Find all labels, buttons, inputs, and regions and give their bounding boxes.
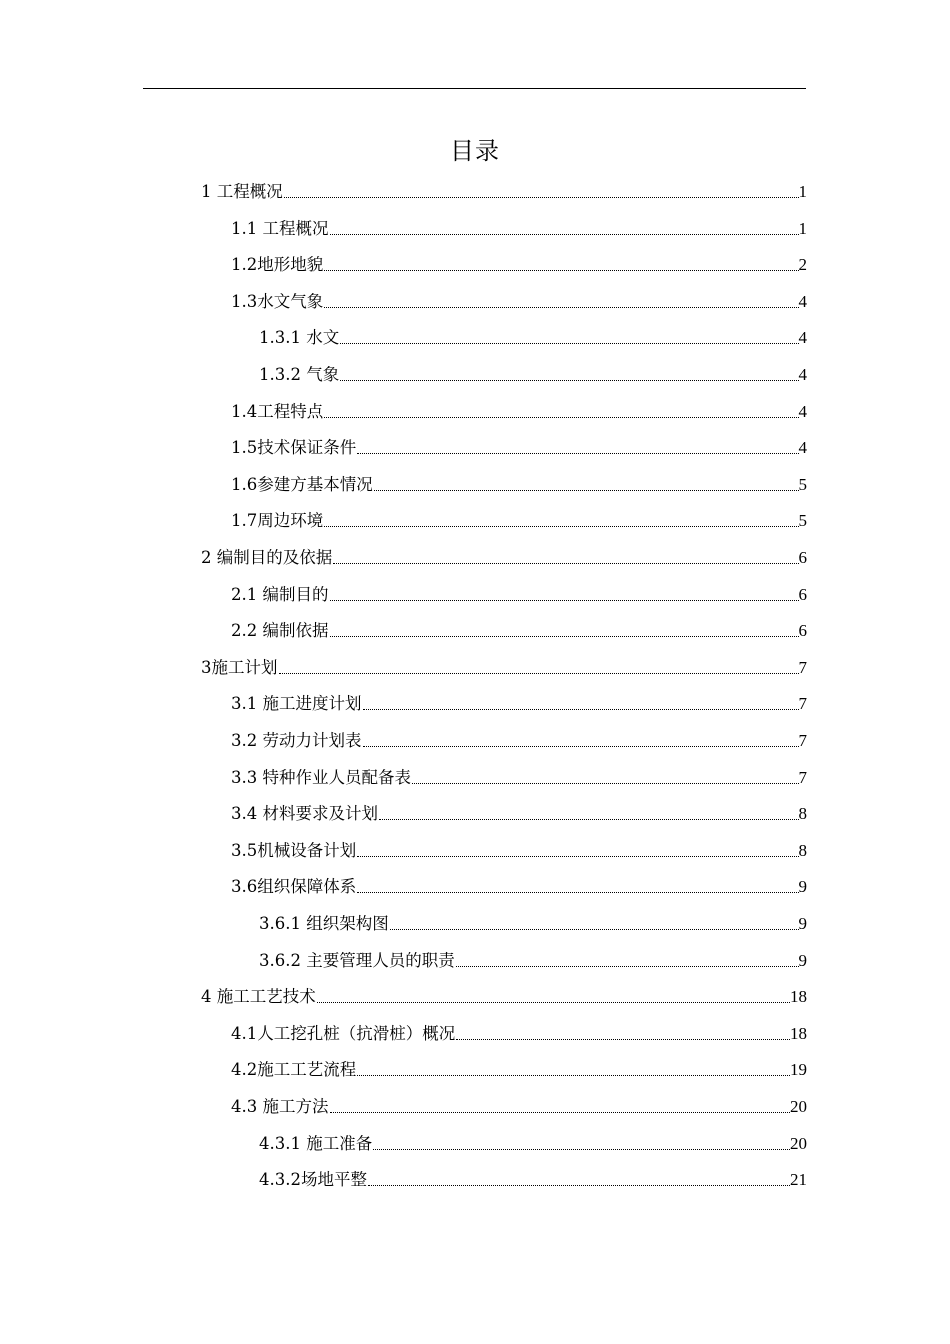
toc-entry-page-number: 4 bbox=[798, 401, 807, 421]
toc-entry-label: 1.6参建方基本情况 bbox=[231, 474, 373, 494]
toc-entry-label: 1.5技术保证条件 bbox=[231, 438, 357, 458]
toc-entry[interactable] bbox=[231, 1087, 807, 1117]
toc-entry-page-number: 1 bbox=[798, 182, 807, 201]
toc-entry-page-number: 7 bbox=[798, 731, 807, 750]
dot-leader bbox=[357, 892, 798, 893]
dot-leader bbox=[324, 417, 798, 418]
toc-entry[interactable] bbox=[231, 282, 807, 312]
toc-entry-label: 4.3.2场地平整 bbox=[259, 1170, 367, 1190]
dot-leader bbox=[379, 819, 799, 820]
toc-entry-label: 1.3.2 气象 bbox=[259, 365, 340, 384]
toc-entry[interactable] bbox=[259, 355, 807, 385]
toc-entry-label: 4 施工工艺技术 bbox=[201, 987, 316, 1007]
toc-entry-label: 4.3.1 施工准备 bbox=[259, 1133, 373, 1153]
toc-entry-label: 3.6.2 主要管理人员的职责 bbox=[259, 950, 455, 970]
toc-entry-page-number: 9 bbox=[798, 914, 807, 933]
toc-entry[interactable] bbox=[201, 977, 807, 1007]
dot-leader bbox=[357, 1075, 790, 1076]
dot-leader bbox=[374, 490, 799, 491]
toc-entry[interactable] bbox=[231, 684, 807, 714]
toc-entry-label: 3.6组织保障体系 bbox=[231, 877, 357, 897]
dot-leader bbox=[279, 673, 799, 674]
toc-entry[interactable] bbox=[231, 575, 807, 605]
toc-entry-page-number: 8 bbox=[798, 804, 807, 824]
toc-entry[interactable] bbox=[231, 794, 807, 824]
toc-entry-label: 3.6.1 组织架构图 bbox=[259, 914, 389, 933]
toc-entry[interactable] bbox=[231, 867, 807, 897]
toc-entry-label: 1.3.1 水文 bbox=[259, 328, 340, 348]
toc-entry[interactable] bbox=[231, 501, 807, 531]
toc-entry-page-number: 9 bbox=[798, 950, 807, 970]
dot-leader bbox=[324, 526, 798, 527]
toc-entry[interactable] bbox=[231, 428, 807, 458]
dot-leader bbox=[390, 929, 799, 930]
toc-entry[interactable] bbox=[231, 1050, 807, 1080]
toc-entry-label: 2.1 编制目的 bbox=[231, 584, 329, 604]
toc-entry-page-number: 7 bbox=[798, 657, 807, 677]
toc-entry-label: 3.5机械设备计划 bbox=[231, 840, 357, 860]
toc-entry-label: 3.4 材料要求及计划 bbox=[231, 804, 378, 824]
toc-entry[interactable] bbox=[231, 721, 807, 751]
toc-entry-page-number: 20 bbox=[790, 1133, 807, 1153]
toc-entry-label: 3.3 特种作业人员配备表 bbox=[231, 767, 411, 787]
toc-entry-label: 1.4工程特点 bbox=[231, 401, 324, 421]
header-rule bbox=[143, 88, 806, 89]
toc-entry-page-number: 8 bbox=[798, 840, 807, 860]
toc-entry-label: 4.3 施工方法 bbox=[231, 1097, 329, 1116]
toc-entry-page-number: 18 bbox=[790, 1023, 807, 1043]
toc-entry-page-number: 6 bbox=[798, 548, 807, 567]
dot-leader bbox=[456, 1039, 790, 1040]
dot-leader bbox=[412, 783, 799, 784]
toc-entry-page-number: 18 bbox=[790, 987, 807, 1007]
dot-leader bbox=[357, 856, 798, 857]
toc-entry[interactable] bbox=[201, 648, 807, 678]
toc-entry[interactable] bbox=[231, 392, 807, 422]
toc-entry-page-number: 20 bbox=[790, 1097, 807, 1116]
toc-entry[interactable] bbox=[259, 1160, 807, 1190]
toc-entry-page-number: 5 bbox=[798, 511, 807, 531]
toc-entry-page-number: 6 bbox=[798, 621, 807, 641]
toc-entry[interactable] bbox=[231, 1014, 807, 1044]
toc-entry-page-number: 2 bbox=[798, 255, 807, 275]
toc-title: 目录 bbox=[450, 137, 500, 165]
dot-leader bbox=[317, 1002, 790, 1003]
toc-entry[interactable] bbox=[231, 758, 807, 788]
dot-leader bbox=[330, 636, 799, 637]
toc-entry[interactable] bbox=[259, 904, 807, 934]
toc-entry-page-number: 5 bbox=[798, 474, 807, 494]
dot-leader bbox=[357, 453, 798, 454]
dot-leader bbox=[333, 563, 798, 564]
toc-entry[interactable] bbox=[231, 831, 807, 861]
toc-entry-label: 2.2 编制依据 bbox=[231, 621, 329, 641]
dot-leader bbox=[330, 600, 799, 601]
dot-leader bbox=[456, 966, 799, 967]
toc-entry-page-number: 7 bbox=[798, 767, 807, 787]
toc-entry[interactable] bbox=[259, 1124, 807, 1154]
dot-leader bbox=[324, 307, 798, 308]
dot-leader bbox=[330, 234, 799, 235]
toc-entry-label: 4.2施工工艺流程 bbox=[231, 1060, 357, 1080]
toc-entry-label: 1 工程概况 bbox=[201, 182, 283, 201]
dot-leader bbox=[340, 380, 798, 381]
toc-entry-page-number: 4 bbox=[798, 328, 807, 348]
toc-entry[interactable] bbox=[201, 172, 807, 202]
toc-entry[interactable] bbox=[231, 611, 807, 641]
dot-leader bbox=[368, 1185, 790, 1186]
toc-entry-page-number: 9 bbox=[798, 877, 807, 897]
toc-entry-label: 2 编制目的及依据 bbox=[201, 548, 333, 567]
toc-entry-page-number: 21 bbox=[790, 1170, 807, 1190]
toc-entry[interactable] bbox=[201, 538, 807, 568]
toc-entry-page-number: 4 bbox=[798, 365, 807, 384]
toc-entry-label: 1.2地形地貌 bbox=[231, 255, 324, 275]
toc-entry-label: 3.2 劳动力计划表 bbox=[231, 731, 362, 750]
dot-leader bbox=[373, 1149, 790, 1150]
toc-entry-page-number: 1 bbox=[798, 218, 807, 238]
dot-leader bbox=[324, 270, 798, 271]
toc-entry-label: 1.7周边环境 bbox=[231, 511, 324, 531]
toc-entry[interactable] bbox=[259, 941, 807, 971]
toc-entry-page-number: 6 bbox=[798, 584, 807, 604]
dot-leader bbox=[330, 1112, 791, 1113]
toc-entry-label: 1.3水文气象 bbox=[231, 291, 324, 311]
dot-leader bbox=[363, 709, 799, 710]
toc-entry-page-number: 7 bbox=[798, 694, 807, 714]
toc-entry[interactable] bbox=[231, 209, 807, 239]
toc-entry-page-number: 4 bbox=[798, 291, 807, 311]
toc-entry-label: 4.1人工挖孔桩（抗滑桩）概况 bbox=[231, 1023, 456, 1043]
toc-entry-page-number: 19 bbox=[790, 1060, 807, 1080]
toc-entry[interactable] bbox=[231, 245, 807, 275]
toc-entry-label: 3.1 施工进度计划 bbox=[231, 694, 362, 714]
toc-entry-label: 3施工计划 bbox=[201, 657, 278, 677]
toc-entry-label: 1.1 工程概况 bbox=[231, 218, 329, 238]
dot-leader bbox=[340, 343, 798, 344]
toc-entry-page-number: 4 bbox=[798, 438, 807, 458]
toc-entry[interactable] bbox=[231, 465, 807, 495]
dot-leader bbox=[284, 197, 799, 198]
toc-entry[interactable] bbox=[259, 318, 807, 348]
dot-leader bbox=[363, 746, 799, 747]
